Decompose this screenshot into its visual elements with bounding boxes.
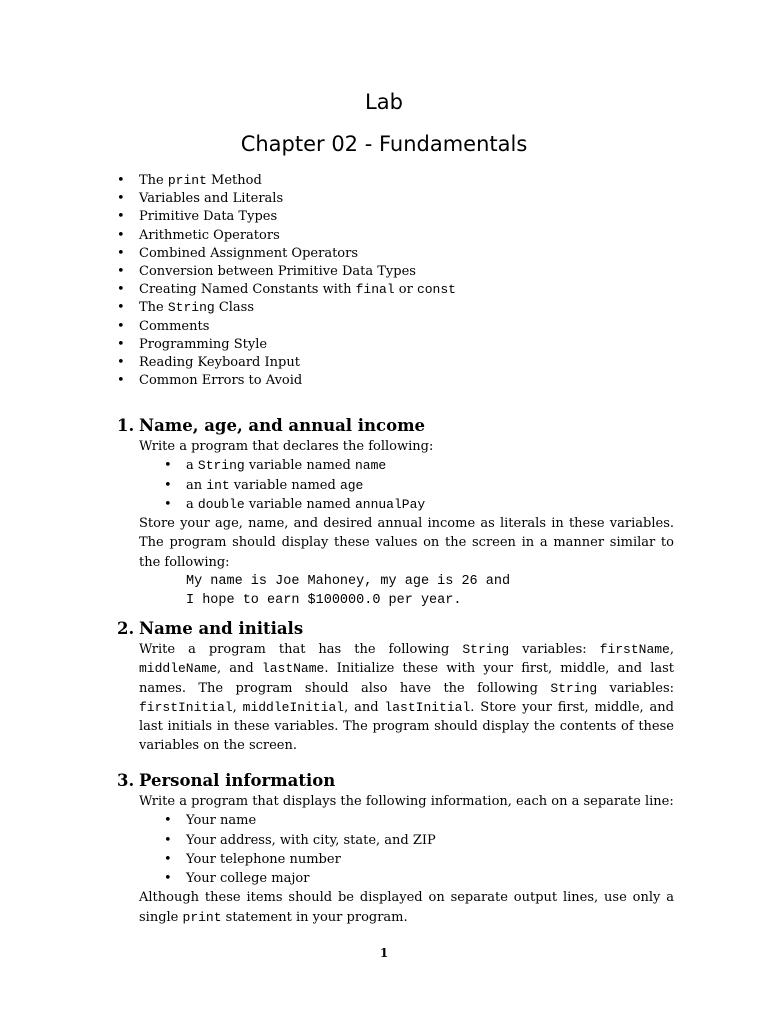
chapter-title: Chapter 02 - Fundamentals bbox=[240, 132, 528, 156]
code-sample-line: I hope to earn $100000.0 per year. bbox=[186, 593, 462, 609]
section-heading: 3. Personal information bbox=[117, 771, 336, 790]
variable-item: • a double variable named annualPay bbox=[164, 495, 674, 514]
topic-item: • Combined Assignment Operators bbox=[117, 245, 456, 263]
topic-item: • Comments bbox=[117, 318, 456, 336]
info-item: • Your telephone number bbox=[164, 850, 674, 869]
section-intro: Write a program that displays the following information, each on a separate line: bbox=[139, 794, 674, 809]
topic-item: • Arithmetic Operators bbox=[117, 227, 456, 245]
info-list bbox=[164, 811, 674, 888]
topic-item: • Conversion between Primitive Data Types bbox=[117, 263, 456, 281]
topic-item: • Programming Style bbox=[117, 336, 456, 354]
page-number: 1 bbox=[379, 946, 389, 960]
section-paragraph: Although these items should be displayed on separate output lines, use only a single print statement in your program. bbox=[139, 890, 674, 925]
section-heading: 1. Name, age, and annual income bbox=[117, 416, 426, 435]
info-item: • Your address, with city, state, and ZIP bbox=[164, 831, 674, 850]
variable-item: • a String variable named name bbox=[164, 456, 674, 475]
section-1 bbox=[117, 415, 674, 611]
section-paragraph: Store your age, name, and desired annual income as literals in these variables. The program should display these values on the screen in a manner similar to the following: bbox=[139, 516, 674, 570]
section-body bbox=[139, 437, 674, 611]
topic-item: • Variables and Literals bbox=[117, 190, 456, 208]
section-intro: Write a program that declares the following: bbox=[139, 439, 434, 454]
section-body bbox=[139, 792, 674, 927]
topic-item: • Common Errors to Avoid bbox=[117, 372, 456, 390]
section-body bbox=[139, 640, 674, 756]
document-title: Lab bbox=[365, 90, 403, 114]
code-sample-line: My name is Joe Mahoney, my age is 26 and bbox=[186, 574, 511, 590]
section-paragraph: Write a program that has the following String variables: firstName, middleName, and lastName. Initialize these with your first, middle, and last names. The program should also have the following String variables: firstInitial, middleInitial, and lastInitial. Store your first, middle, and last initials in these variables. The program should display the contents of these variables on the screen. bbox=[139, 642, 674, 754]
section-2 bbox=[117, 618, 674, 756]
variable-list bbox=[164, 456, 674, 514]
topic-item: • The String Class bbox=[117, 299, 456, 317]
topic-item: • Reading Keyboard Input bbox=[117, 354, 456, 372]
topics-list bbox=[117, 172, 456, 390]
info-item: • Your college major bbox=[164, 869, 674, 888]
topic-item: • Primitive Data Types bbox=[117, 208, 456, 226]
info-item: • Your name bbox=[164, 811, 674, 830]
topic-item: • The print Method bbox=[117, 172, 456, 190]
section-3 bbox=[117, 770, 674, 927]
topic-item: • Creating Named Constants with final or const bbox=[117, 281, 456, 299]
section-heading: 2. Name and initials bbox=[117, 619, 304, 638]
variable-item: • an int variable named age bbox=[164, 476, 674, 495]
